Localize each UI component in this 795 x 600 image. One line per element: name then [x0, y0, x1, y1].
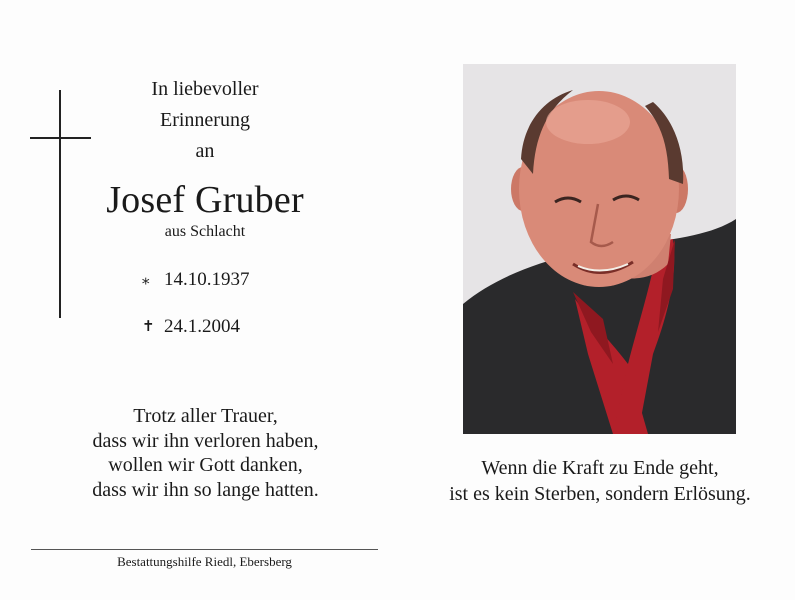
birth-date-row: [142, 269, 250, 291]
verse-left-line: Trotz aller Trauer,: [133, 405, 278, 427]
cross-icon-bar: [30, 137, 91, 139]
deceased-origin: aus Schlacht: [164, 223, 246, 240]
verse-right: [430, 455, 770, 507]
verse-right-line: ist es kein Sterben, sondern Erlösung.: [449, 483, 751, 505]
memorial-heading: [100, 74, 310, 167]
verse-right-line: Wenn die Kraft zu Ende geht,: [481, 457, 719, 479]
verse-left-line: wollen wir Gott danken,: [108, 454, 303, 476]
verse-left-line: dass wir ihn verloren haben,: [92, 429, 319, 452]
death-cross-icon: ✝: [142, 319, 155, 335]
death-date-row: [142, 316, 240, 338]
heading-line-3: an: [195, 140, 215, 162]
verse-left-line: dass wir ihn so lange hatten.: [92, 478, 319, 501]
birth-star-icon: ⁎: [142, 272, 150, 288]
portrait-illustration: [463, 64, 736, 434]
deceased-name: Josef Gruber: [106, 179, 304, 221]
portrait-photo: [463, 64, 736, 434]
death-date: 24.1.2004: [164, 316, 240, 337]
verse-left: [58, 404, 353, 502]
heading-line-1: In liebevoller: [151, 78, 259, 100]
birth-date: 14.10.1937: [164, 269, 250, 290]
funeral-home: Bestattungshilfe Riedl, Ebersberg: [117, 554, 292, 569]
heading-line-2: Erinnerung: [160, 109, 250, 131]
footer-divider: [31, 549, 378, 550]
